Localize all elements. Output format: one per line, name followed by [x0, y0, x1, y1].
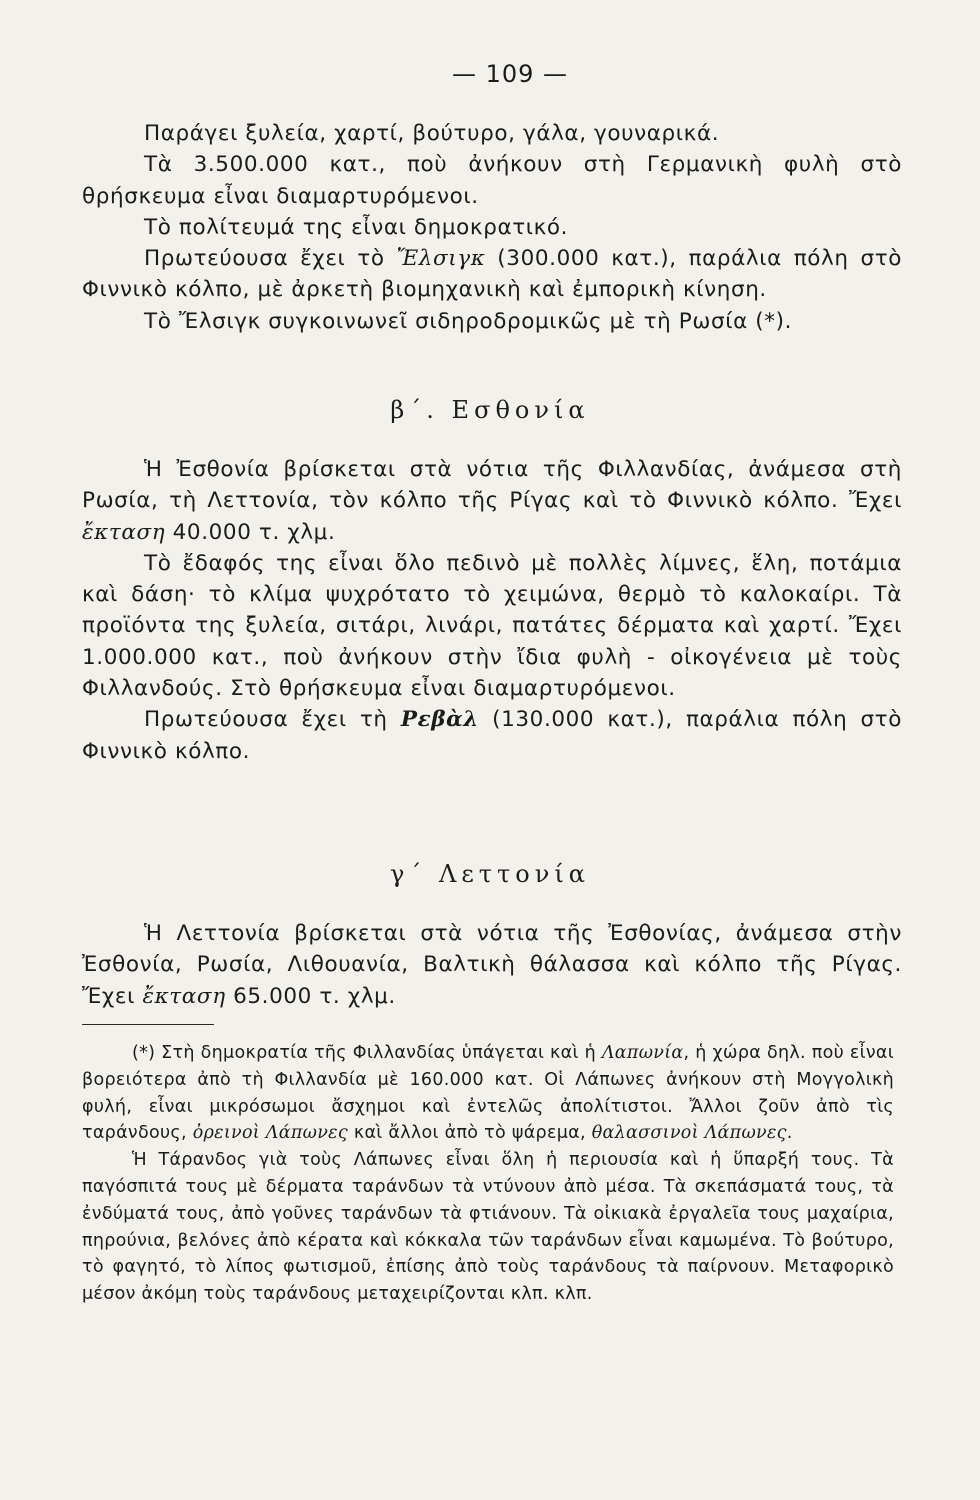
footnote-reindeer: Ἡ Τάρανδος γιὰ τοὺς Λάπωνες εἶναι ὅλη ἡ περιουσία καὶ ἡ ὕπαρξή τους. Τὰ παγόσπιτά τους μὲ δέρματα ταράνδων τὰ ντύνουν ἀπὸ μέσα. Τὰ σκεπάσματά τους, τὰ ἐνδύματά τους, ἀπὸ γοῦνες ταράνδων τὰ φτιάνουν. Τὰ οἰκιακὰ ἐργαλεῖα τους μαχαίρια, πηρούνια, βελόνες ἀπὸ κέρατα καὶ κόκκαλα τῶν ταράνδων εἶναι καμωμένα. Τὸ βούτυρο, τὸ φαγητό, τὸ λίπος φωτισμοῦ, ἐπίσης ἀπὸ τοὺς ταράνδους τὰ παίρνουν. Μεταφορικὸ μέσον ἀκόμη τοὺς ταράνδους μεταχειρίζονται κλπ. κλπ.: [82, 1150, 894, 1305]
paragraph-government: Τὸ πολίτευμά της εἶναι δημοκρατικό.: [144, 214, 569, 240]
term-area: ἔκταση: [82, 519, 166, 545]
paragraph-products: Παράγει ξυλεία, χαρτί, βούτυρο, γάλα, γουναρικά.: [144, 121, 720, 146]
footnote: [82, 1040, 894, 1308]
paragraph-estonia-location: Ἡ Ἐσθονία βρίσκεται στὰ νότια τῆς Φιλλανδίας, ἀνάμεσα στὴ Ρωσία, τὴ Λεττονία, τὸν κόλπο τῆς Ρίγας καὶ τὸ Φιννικὸ κόλπο. Ἔχει ἔκταση 40.000 τ. χλμ.: [82, 457, 902, 545]
paragraph-railway: Τὸ Ἔλσιγκ συγκοινωνεῖ σιδηροδρομικῶς μὲ τὴ Ρωσία (*).: [144, 308, 793, 334]
city-name-reval: Ρεβὰλ: [400, 707, 479, 733]
section-heading-latvia: γ΄ Λεττονία: [390, 860, 590, 888]
term-area: ἔκταση: [142, 983, 226, 1009]
footnote-lapland: (*) Στὴ δημοκρατία τῆς Φιλλανδίας ὑπάγεται καὶ ἡ Λαπωνία, ἡ χώρα δηλ. ποὺ εἶναι βορειότερα ἀπὸ τὴ Φιλλανδία μὲ 160.000 κατ. Οἱ Λάπωνες ἀνήκουν στὴ Μογγολικὴ φυλή, εἶναι μικρόσωμοι ἄσχημοι καὶ ἐντελῶς ἀπολίτιστοι. Ἄλλοι ζοῦν ἀπὸ τὶς ταράνδους, ὀρεινοὶ Λάπωνες καὶ ἄλλοι ἀπὸ τὸ ψάρεμα, θαλασσινοὶ Λάπωνες.: [82, 1043, 894, 1144]
paragraph-capital-helsinki: Πρωτεύουσα ἔχει τὸ Ἔλσιγκ (300.000 κατ.), παράλια πόλη στὸ Φιννικὸ κόλπο, μὲ ἀρκετὴ βιομηχανικὴ καὶ ἐμπορικὴ κίνηση.: [82, 246, 902, 303]
paragraph-latvia-location: Ἡ Λεττονία βρίσκεται στὰ νότια τῆς Ἐσθονίας, ἀνάμεσα στὴν Ἐσθονία, Ρωσία, Λιθουανία, Βαλτικὴ θάλασσα καὶ κόλπο τῆς Ρίγας. Ἔχει ἔκταση 65.000 τ. χλμ.: [82, 921, 902, 1009]
estonia-section: [82, 454, 902, 767]
paragraph-estonia-capital: Πρωτεύουσα ἔχει τὴ Ρεβὰλ (130.000 κατ.), παράλια πόλη στὸ Φιννικὸ κόλπο.: [82, 707, 902, 764]
section-heading-estonia: β΄. Εσθονία: [390, 396, 590, 424]
term-mountain-lapps: ὀρεινοὶ Λάπωνες: [192, 1123, 348, 1144]
footnote-divider: [82, 1024, 214, 1025]
latvia-section: [82, 918, 902, 1012]
paragraph-estonia-land: Τὸ ἔδαφός της εἶναι ὅλο πεδινὸ μὲ πολλὲς λίμνες, ἕλη, ποτάμια καὶ δάση· τὸ κλίμα ψυχρότατο τὸ χειμώνα, θερμὸ τὸ καλοκαίρι. Τὰ προϊόντα της ξυλεία, σιτάρι, λινάρι, πατάτες δέρματα καὶ χαρτί. Ἔχει 1.000.000 κατ., ποὺ ἀνήκουν στὴν ἴδια φυλὴ - οἰκογένεια μὲ τοὺς Φιλλανδούς. Στὸ θρήσκευμα εἶναι διαμαρτυρόμενοι.: [82, 550, 902, 702]
term-sea-lapps: θαλασσινοὶ Λάπωνες: [591, 1123, 787, 1144]
finland-section-end: [82, 118, 902, 337]
paragraph-german-minority: Τὰ 3.500.000 κατ., ποὺ ἀνήκουν στὴ Γερμανικὴ φυλὴ στὸ θρήσκευμα εἶναι διαμαρτυρόμενοι.: [82, 152, 902, 209]
page-number: — 109 —: [451, 60, 569, 88]
term-lapland: Λαπωνία: [601, 1043, 684, 1063]
city-name-helsinki: Ἔλσιγκ: [396, 246, 486, 272]
